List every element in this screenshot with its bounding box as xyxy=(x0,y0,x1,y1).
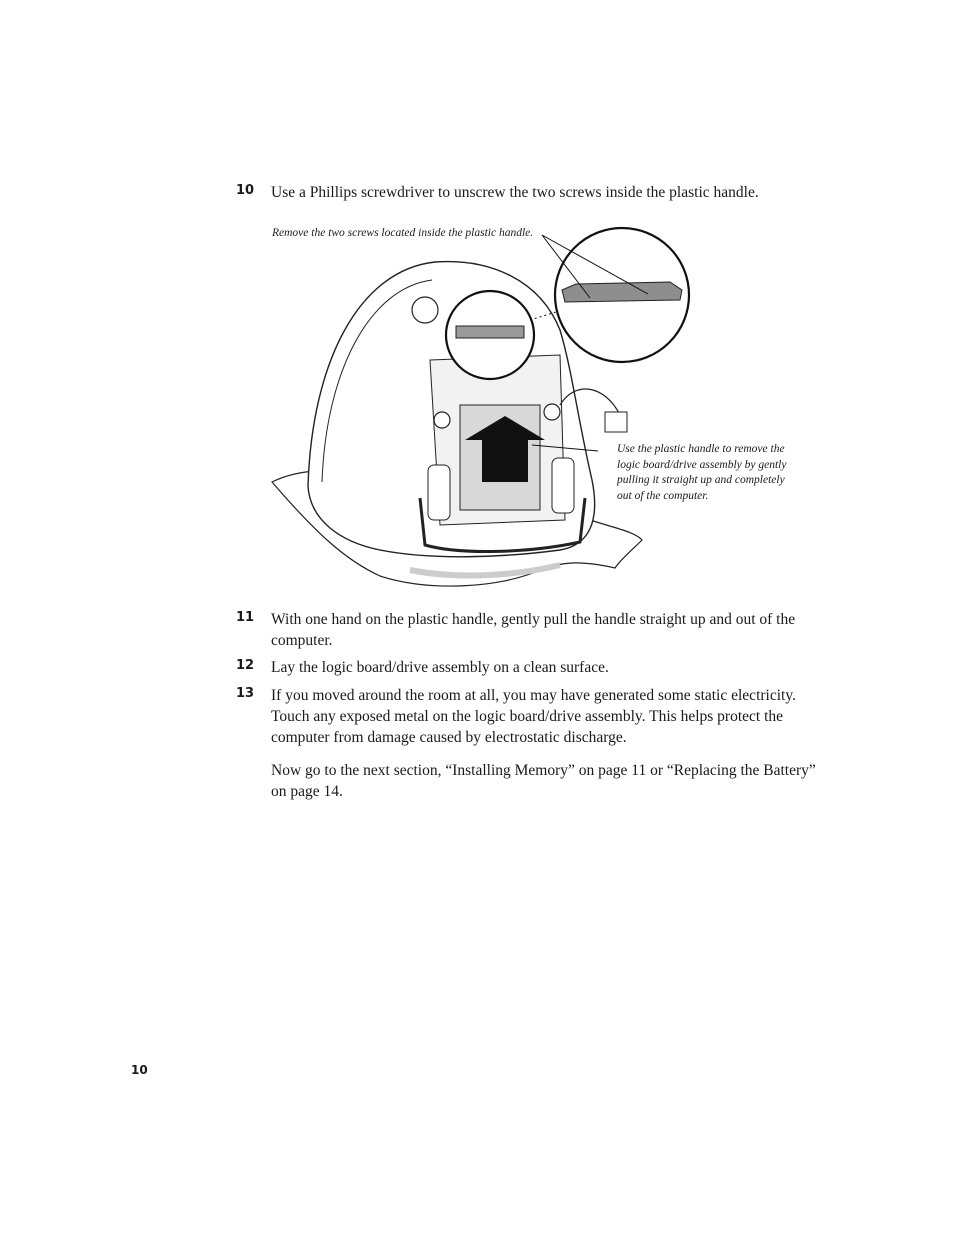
step-number: 12 xyxy=(236,658,255,673)
step-number: 11 xyxy=(236,610,255,625)
step-text: With one hand on the plastic handle, gently pull the handle straight up and out of the computer. xyxy=(271,611,796,649)
port-right xyxy=(552,458,574,513)
page-number: 10 xyxy=(131,1063,148,1077)
fan-opening xyxy=(412,297,438,323)
step-text: If you moved around the room at all, you may have generated some static electricity. Touch any exposed metal on the logic board/drive assembly. This helps protect the computer from damage caused by electrostatic discharge. xyxy=(271,687,796,746)
step-number: 13 xyxy=(236,686,255,701)
figure-caption-top: Remove the two screws located inside the plastic handle. xyxy=(272,227,534,239)
followup-paragraph: Now go to the next section, “Installing Memory” on page 11 or “Replacing the Battery” on page 14. xyxy=(271,762,816,800)
step-text: Lay the logic board/drive assembly on a clean surface. xyxy=(271,659,609,676)
knob-left xyxy=(434,412,450,428)
port-left xyxy=(428,465,450,520)
computer-illustration xyxy=(260,220,700,595)
knob-right xyxy=(544,404,560,420)
connector xyxy=(605,412,627,432)
figure-caption-side: Use the plastic handle to remove the logic board/drive assembly by gently pulling it straight up and completely out of the computer. xyxy=(617,443,787,502)
handle-detail-small xyxy=(456,326,524,338)
step-number: 10 xyxy=(236,183,255,198)
step-text: Use a Phillips screwdriver to unscrew the two screws inside the plastic handle. xyxy=(271,184,759,201)
